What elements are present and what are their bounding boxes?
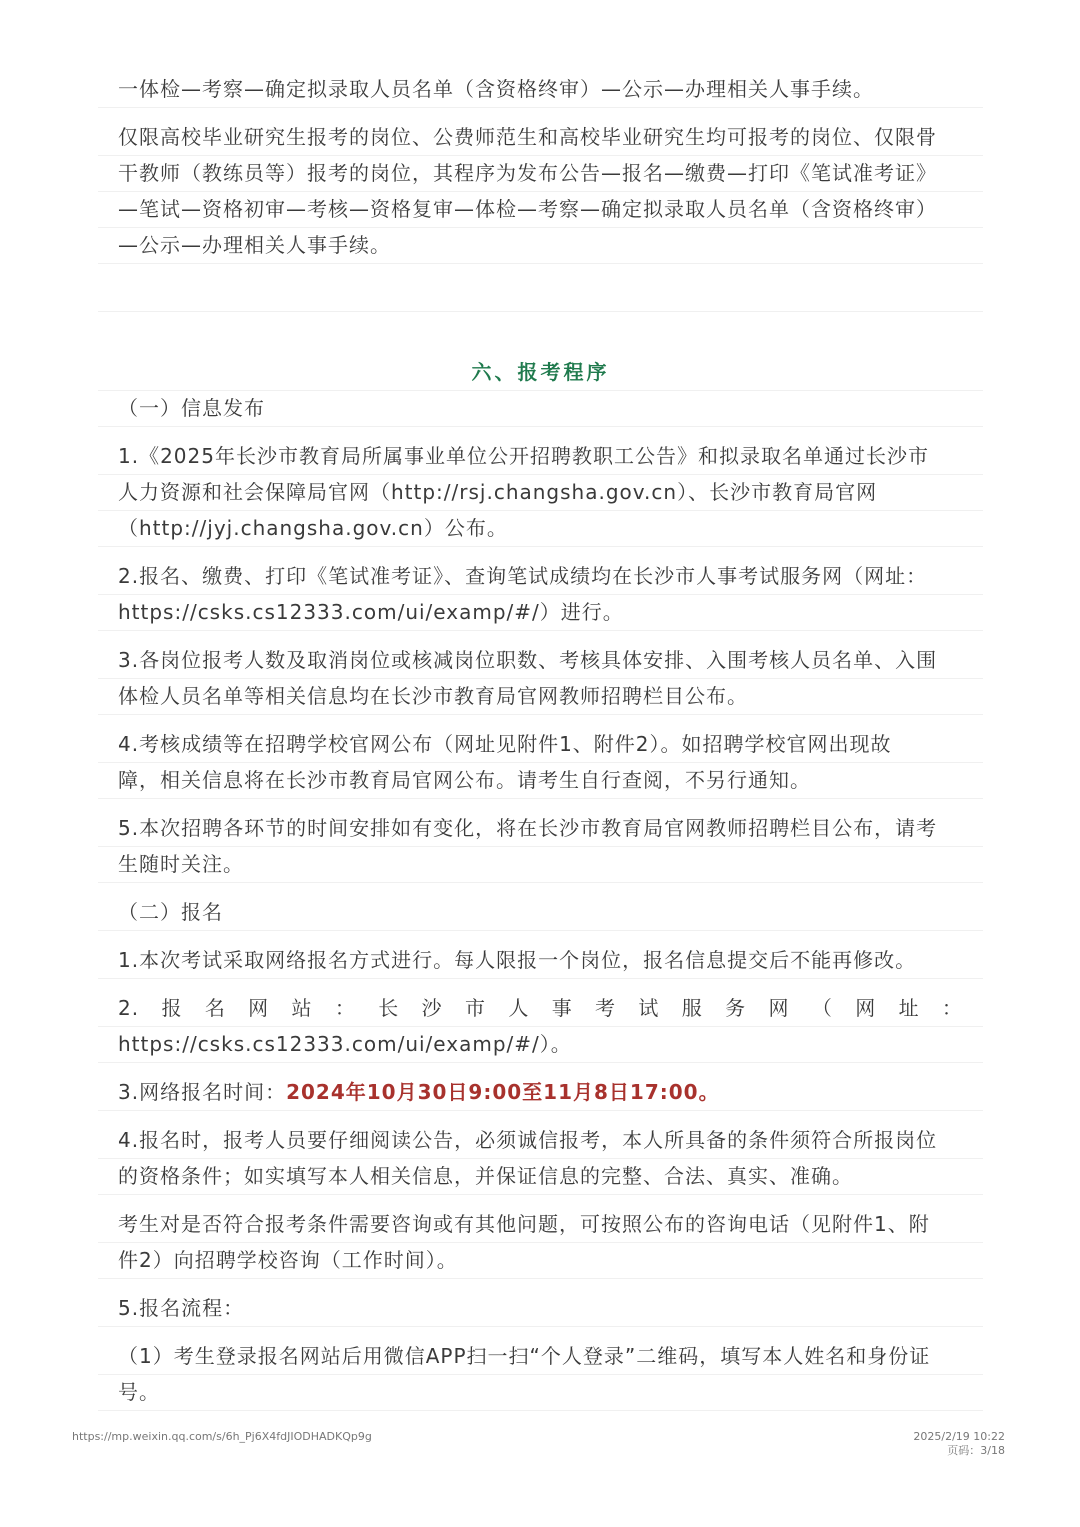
char: 2.	[118, 996, 140, 1020]
info-item-line: 4.考核成绩等在招聘学校官网公布（网址见附件1、附件2）。如招聘学校官网出现故	[98, 727, 983, 763]
registration-item-3	[98, 1075, 983, 1111]
char: 址	[898, 996, 920, 1020]
char: 考	[595, 996, 617, 1020]
registration-step-1	[98, 1339, 983, 1411]
char: ：	[334, 996, 356, 1020]
char: 事	[551, 996, 573, 1020]
char: 服	[681, 996, 703, 1020]
section-title: 六、报考程序	[98, 354, 983, 391]
info-item-line: https://csks.cs12333.com/ui/examp/#/）进行。	[98, 595, 983, 631]
intro-line: —笔试—资格初审—考核—资格复审—体检—考察—确定拟录取人员名单（含资格终审）	[98, 192, 983, 228]
consult-line: 件2）向招聘学校咨询（工作时间）。	[98, 1243, 983, 1279]
registration-time-value: 2024年10月30日9:00至11月8日17:00。	[286, 1080, 720, 1104]
info-item-line: 5.本次招聘各环节的时间安排如有变化，将在长沙市教育局官网教师招聘栏目公布，请考	[98, 811, 983, 847]
registration-step-line: （1）考生登录报名网站后用微信APP扫一扫“个人登录”二维码，填写本人姓名和身份证	[98, 1339, 983, 1375]
registration-item-1: 1.本次考试采取网络报名方式进行。每人限报一个岗位，报名信息提交后不能再修改。	[98, 943, 983, 979]
registration-time-label: 3.网络报名时间：	[118, 1080, 287, 1104]
registration-site-url: https://csks.cs12333.com/ui/examp/#/）。	[98, 1027, 983, 1063]
info-item-line: 体检人员名单等相关信息均在长沙市教育局官网教师招聘栏目公布。	[98, 679, 983, 715]
intro-line: 仅限高校毕业研究生报考的岗位、公费师范生和高校毕业研究生均可报考的岗位、仅限骨	[98, 120, 983, 156]
info-item-3	[98, 643, 983, 715]
char: ：	[941, 996, 963, 1020]
info-item-line: （http://jyj.changsha.gov.cn）公布。	[98, 511, 983, 547]
char: 长	[378, 996, 400, 1020]
char: 名	[204, 996, 226, 1020]
subsection-title-info: （一）信息发布	[98, 391, 983, 427]
intro-tail: 一体检—考察—确定拟录取人员名单（含资格终审）—公示—办理相关人事手续。	[98, 72, 983, 108]
char: 沙	[421, 996, 443, 1020]
registration-item-2	[98, 991, 983, 1063]
info-item-line: 1.《2025年长沙市教育局所属事业单位公开招聘教职工公告》和拟录取名单通过长沙市	[98, 439, 983, 475]
link-text: 人力资源和社会保障局官网（http://rsj.changsha.gov.cn）、长沙市教育局官网	[118, 480, 878, 504]
intro-line: —公示—办理相关人事手续。	[98, 228, 983, 264]
registration-step-line: 号。	[98, 1375, 983, 1411]
char: 报	[161, 996, 183, 1020]
char: 人	[508, 996, 530, 1020]
char: 务	[725, 996, 747, 1020]
registration-item-4	[98, 1123, 983, 1195]
registration-item-line: 的资格条件；如实填写本人相关信息，并保证信息的完整、合法、真实、准确。	[98, 1159, 983, 1195]
subsection-title-registration: （二）报名	[98, 895, 983, 931]
registration-item-line: 4.报名时，报考人员要仔细阅读公告，必须诚信报考，本人所具备的条件须符合所报岗位	[98, 1123, 983, 1159]
blank-line	[98, 276, 983, 312]
intro-paragraph	[98, 120, 983, 264]
footer-meta	[913, 1430, 1005, 1458]
char: （	[811, 996, 833, 1020]
info-item-line-links	[98, 475, 983, 511]
info-item-line: 障，相关信息将在长沙市教育局官网公布。请考生自行查阅，不另行通知。	[98, 763, 983, 799]
info-item-line: 3.各岗位报考人数及取消岗位或核减岗位职数、考核具体安排、入围考核人员名单、入围	[98, 643, 983, 679]
char: 网	[855, 996, 877, 1020]
info-item-5	[98, 811, 983, 883]
intro-line: 干教师（教练员等）报考的岗位，其程序为发布公告—报名—缴费—打印《笔试准考证》	[98, 156, 983, 192]
footer-datetime: 2025/2/19 10:22	[913, 1430, 1005, 1443]
footer-url: https://mp.weixin.qq.com/s/6h_Pj6X4fdJIODHADKQp9g	[72, 1430, 372, 1443]
info-item-4	[98, 727, 983, 799]
char: 市	[464, 996, 486, 1020]
consult-line: 考生对是否符合报考条件需要咨询或有其他问题，可按照公布的咨询电话（见附件1、附	[98, 1207, 983, 1243]
footer-page-number: 页码：3/18	[947, 1444, 1005, 1457]
registration-site-line	[98, 991, 983, 1027]
char: 网	[248, 996, 270, 1020]
article-body	[98, 72, 983, 1423]
info-item-1	[98, 439, 983, 547]
char: 站	[291, 996, 313, 1020]
consult-note	[98, 1207, 983, 1279]
info-item-2	[98, 559, 983, 631]
char: 试	[638, 996, 660, 1020]
char: 网	[768, 996, 790, 1020]
registration-item-5-title: 5.报名流程：	[98, 1291, 983, 1327]
info-item-line: 2.报名、缴费、打印《笔试准考证》、查询笔试成绩均在长沙市人事考试服务网（网址：	[98, 559, 983, 595]
info-item-line: 生随时关注。	[98, 847, 983, 883]
